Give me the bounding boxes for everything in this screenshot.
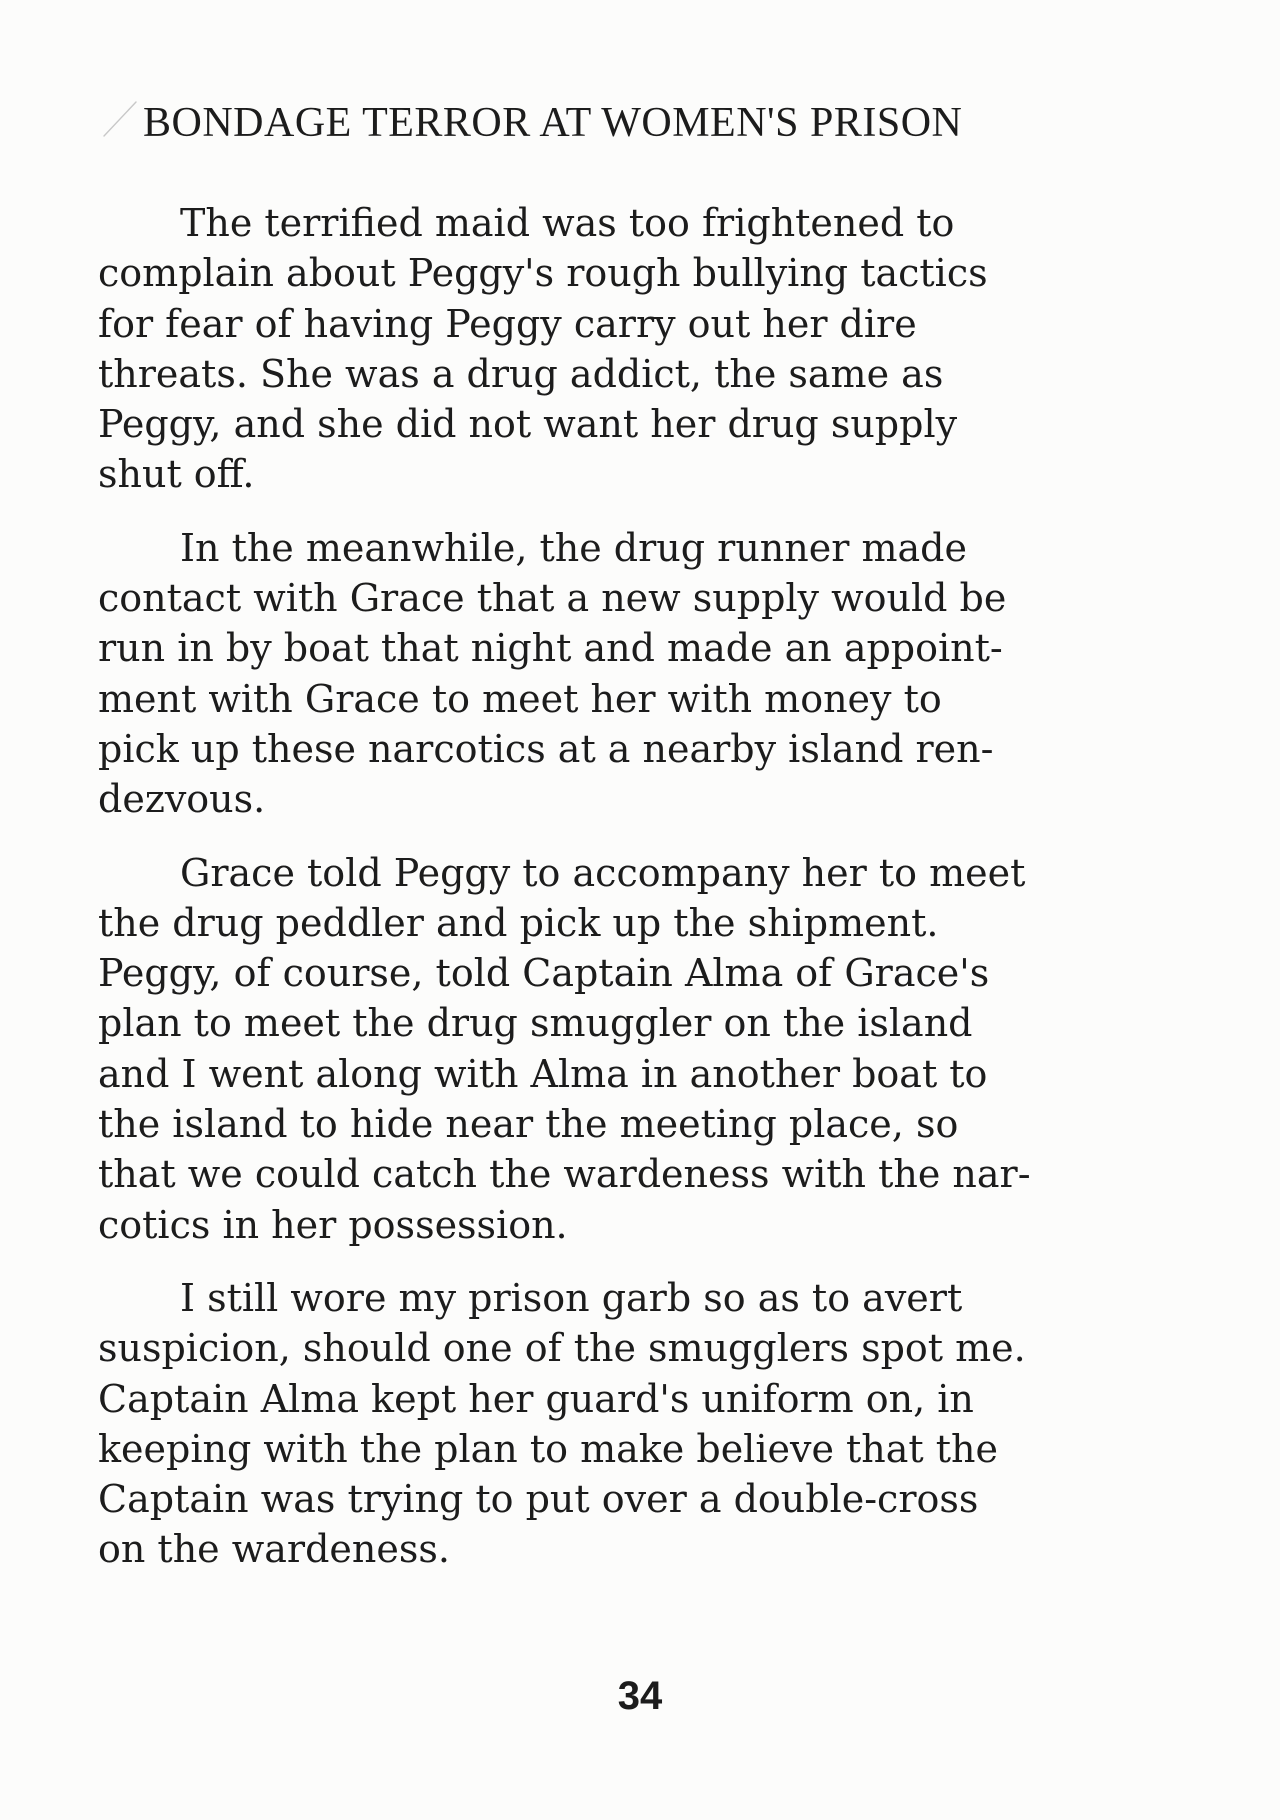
text-line: contact with Grace that a new supply would be [98,576,1007,621]
paragraph [98,848,1178,1250]
text-line: the drug peddler and pick up the shipment. [98,900,939,945]
text-line: pick up these narcotics at a nearby island ren- [98,726,994,771]
text-line: dezvous. [98,777,266,822]
running-head: BONDAGE TERROR AT WOMEN'S PRISON [143,100,963,146]
text-line: Peggy, and she did not want her drug supply [98,402,958,447]
pencil-mark [100,96,140,140]
text-line: on the wardeness. [98,1527,450,1572]
text-line: The terrified maid was too frightened to [180,201,955,245]
text-line: suspicion, should one of the smugglers spot me. [98,1326,1026,1371]
text-line: plan to meet the drug smuggler on the island [98,1001,973,1046]
text-line: Peggy, of course, told Captain Alma of Grace's [98,951,990,996]
text-line: cotics in her possession. [98,1202,568,1247]
text-line: and I went along with Alma in another boat to [98,1051,988,1096]
text-line: I still wore my prison garb so as to avert [180,1275,963,1320]
body-text [98,198,1178,1598]
text-line: for fear of having Peggy carry out her dire [98,301,917,346]
paragraph [98,1273,1178,1575]
text-line: the island to hide near the meeting place, so [98,1102,959,1147]
paragraph [98,198,1178,500]
text-line: that we could catch the wardeness with the nar- [98,1152,1031,1197]
text-line: In the meanwhile, the drug runner made [180,525,967,570]
page-number: 34 [617,1674,663,1718]
text-line: ment with Grace to meet her with money to [98,676,942,721]
text-line: shut off. [98,452,255,497]
text-line: run in by boat that night and made an appoint- [98,626,1003,671]
text-line: complain about Peggy's rough bullying tactics [98,251,988,296]
text-line: Grace told Peggy to accompany her to meet [180,850,1026,895]
text-line: threats. She was a drug addict, the same as [98,351,944,396]
text-line: keeping with the plan to make believe that the [98,1426,998,1471]
text-line: Captain Alma kept her guard's uniform on, in [98,1376,974,1421]
text-line: Captain was trying to put over a double-cross [98,1477,979,1522]
paragraph [98,523,1178,825]
